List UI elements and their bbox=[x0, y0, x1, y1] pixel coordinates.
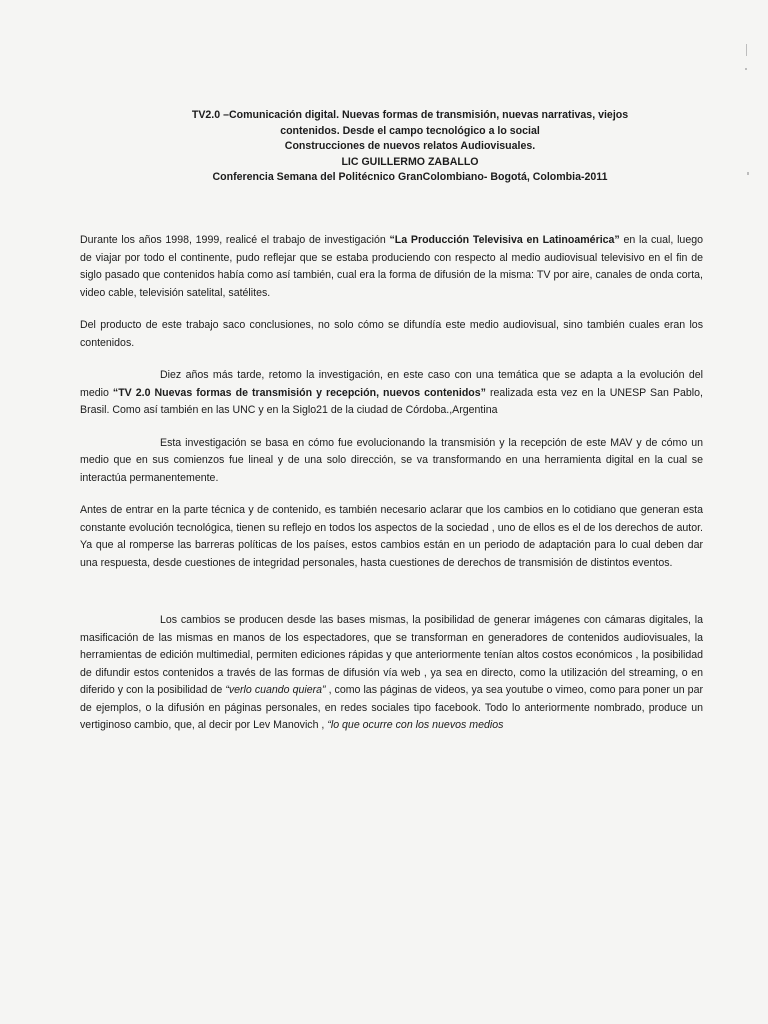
paragraph-1-bold-title: “La Producción Televisiva en Latinoamérica” bbox=[389, 234, 620, 246]
document-body bbox=[80, 232, 703, 750]
paragraph-6-text-c: , como las páginas de videos, ya sea youtube o vimeo, como para poner un par de ejemplos, o la difusión en páginas personales, en redes sociales tipo facebook. Todo lo anteriormente nombrado, produce un vertiginoso cambio, que, al decir por Lev Manovich , bbox=[80, 684, 703, 731]
paragraph-2: Del producto de este trabajo saco conclusiones, no solo cómo se difundía este medio audiovisual, sino también cuales eran los contenidos. bbox=[80, 319, 703, 349]
title-line-3: Construcciones de nuevos relatos Audiovisuales. bbox=[284, 140, 536, 152]
paragraph-3-bold-title: “TV 2.0 Nuevas formas de transmisión y recepción, nuevos contenidos” bbox=[112, 386, 486, 399]
scan-mark bbox=[747, 172, 749, 175]
paragraph-6 bbox=[80, 612, 703, 735]
scan-mark bbox=[746, 44, 747, 56]
paragraph-5: Antes de entrar en la parte técnica y de contenido, es también necesario aclarar que los cambios en lo cotidiano que generan esta constante evolución tecnológica, tienen su reflejo en todos los aspectos de la sociedad , uno de ellos es el de los derechos de autor. Ya que al romperse las barreras políticas de los países, estos cambios están en un periodo de adaptación para lo cual deben dar una respuesta, desde cuestiones de integridad personales, hasta cuestiones de derechos de transmisión de distintos eventos. bbox=[80, 504, 703, 569]
paragraph-1-text-a: Durante los años 1998, 1999, realicé el trabajo de investigación bbox=[80, 234, 390, 246]
paragraph-3-text-c: realizada esta vez en la UNESP San Pablo, Brasil. Como así también en las UNC y en la Siglo21 de la ciudad de Córdoba.,Argentina bbox=[80, 386, 703, 416]
paragraph-6-text-a: Los cambios se producen desde las bases mismas, la posibilidad de generar imágenes con cámaras digitales, la masificación de las mismas en manos de los espectadores, que se transforman en generadores de contenidos audiovisuales, la herramientas de edición multimedial, permiten ediciones rápidas y que anteriormente tenían altos costos económicos , la posibilidad de difundir estos contenidos a través de las formas de difusión vía web , ya sea en directo, como la utilización del streaming, o en diferido y con la posibilidad de bbox=[80, 614, 703, 696]
author-name: LIC GUILLERMO ZABALLO bbox=[341, 155, 479, 168]
paragraph-4: Esta investigación se basa en cómo fue evolucionando la transmisión y la recepción de este MAV y de cómo un medio que en sus comienzos fue lineal y de una solo dirección, se va transformando en una herramienta digital en la cual se interactúa permanentemente. bbox=[80, 436, 703, 484]
paragraph-1-text-c: en la cual, luego de viajar por todo el continente, pudo reflejar que se estaba produciendo con respecto al medio audiovisual televisivo en el fin de siglo pasado que contenidos había como así también, cual era la forma de difusión de la misma: TV por aire, canales de onda corta, video cable, televisión satelital, satélites. bbox=[80, 234, 703, 299]
paragraph-1 bbox=[80, 232, 703, 302]
paragraph-6-italic-quote-2: “lo que ocurre con los nuevos medios bbox=[327, 719, 504, 731]
document-header bbox=[80, 108, 740, 186]
conference-line: Conferencia Semana del Politécnico GranColombiano- Bogotá, Colombia-2011 bbox=[212, 171, 608, 183]
title-line-2: contenidos. Desde el campo tecnológico a lo social bbox=[280, 124, 540, 137]
paragraph-3 bbox=[80, 367, 703, 420]
paragraph-6-italic-quote: “verlo cuando quiera” bbox=[225, 684, 326, 696]
scan-mark bbox=[745, 68, 747, 70]
paragraph-3-text-a: Diez años más tarde, retomo la investigación, en este caso con una temática que se adapta a la evolución del medio bbox=[80, 369, 703, 399]
title-line-1: TV2.0 –Comunicación digital. Nuevas formas de transmisión, nuevas narrativas, viejos bbox=[191, 109, 629, 121]
